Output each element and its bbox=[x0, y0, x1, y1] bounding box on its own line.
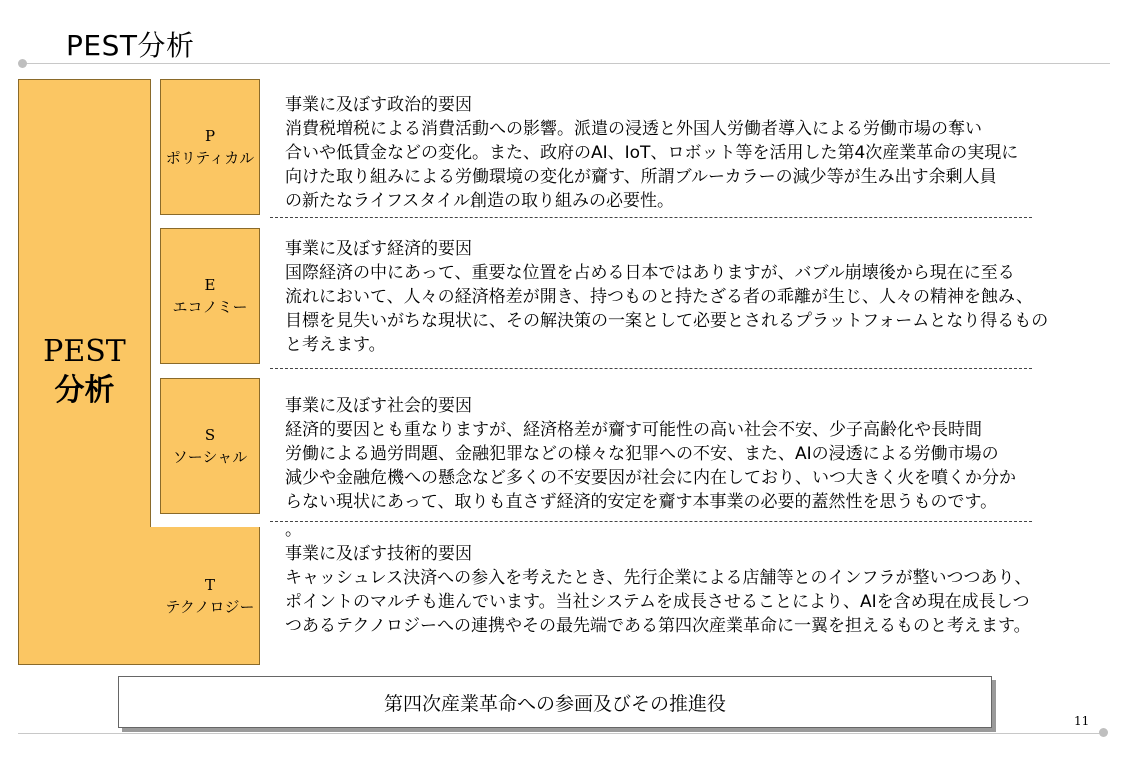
page-title: PEST分析 bbox=[66, 29, 195, 62]
pest-main-label: PEST bbox=[43, 334, 126, 369]
technology-box bbox=[18, 527, 260, 665]
pest-main-sublabel: 分析 bbox=[54, 373, 115, 408]
political-text: 事業に及ぼす政治的要因 消費税増税による消費活動への影響。派遣の浸透と外国人労働者導入による労働市場の奪い 合いや低賃金などの変化。また、政府のAI、IoT、ロボット等を活用した第4次産業革命の実現に 向けた取り組みによる労働環境の変化が齎す、所謂ブルーカラーの減少等が生み出す余剰人員 の新たなライフスタイル創造の取り組みの必要性。 bbox=[285, 95, 1019, 211]
economy-text: 事業に及ぼす経済的要因 国際経済の中にあって、重要な位置を占める日本ではありますが、バブル崩壊後から現在に至る 流れにおいて、人々の経済格差が開き、持つものと持たざる者の乖離が生じ、人々の精神を蝕み、 目標を見失いがちな現状に、その解決策の一案として必要とされるプラットフォームとなり得るもの と考えます。 bbox=[285, 239, 1049, 355]
section-divider bbox=[270, 217, 1032, 218]
technology-letter: T bbox=[204, 575, 215, 594]
economy-name: エコノミー bbox=[172, 298, 248, 316]
political-letter: P bbox=[204, 127, 216, 145]
economy-box bbox=[160, 228, 260, 364]
technology-name: テクノロジー bbox=[165, 597, 255, 616]
bottom-divider-dot bbox=[1099, 728, 1108, 737]
political-name: ポリティカル bbox=[165, 149, 255, 167]
social-name: ソーシャル bbox=[172, 448, 248, 466]
page-number: 11 bbox=[1074, 714, 1090, 728]
bottom-divider bbox=[18, 733, 1104, 734]
section-divider bbox=[270, 368, 1032, 369]
top-divider-dot bbox=[18, 59, 27, 68]
political-box bbox=[160, 79, 260, 215]
technology-text: 。 事業に及ぼす技術的要因 キャッシュレス決済への参入を考えたとき、先行企業による店舗等とのインフラが整いつつあり、 ポイントのマルチも進んでいます。当社システムを成長させることにより、AIを含め現在成長しつ つあるテクノロジーへの連携やその最先端である第四次産業革命に一翼を担えるものと考えます。 bbox=[285, 520, 1032, 636]
economy-letter: E bbox=[204, 276, 216, 294]
top-divider bbox=[24, 63, 1110, 64]
summary-banner: 第四次産業革命への参画及びその推進役 bbox=[118, 676, 992, 728]
social-text: 事業に及ぼす社会的要因 経済的要因とも重なりますが、経済格差が齎す可能性の高い社会不安、少子高齢化や長時間 労働による過労問題、金融犯罪などの様々な犯罪への不安、また、AIの浸透による労働市場の 減少や金融危機への懸念など多くの不安要因が社会に内在しており、いつ大きく火を噴くか分か らない現状にあって、取りも直さず経済的安定を齎す本事業の必要的蓋然性を思うものです。 bbox=[285, 396, 1016, 512]
social-box bbox=[160, 378, 260, 514]
social-letter: S bbox=[204, 426, 216, 444]
